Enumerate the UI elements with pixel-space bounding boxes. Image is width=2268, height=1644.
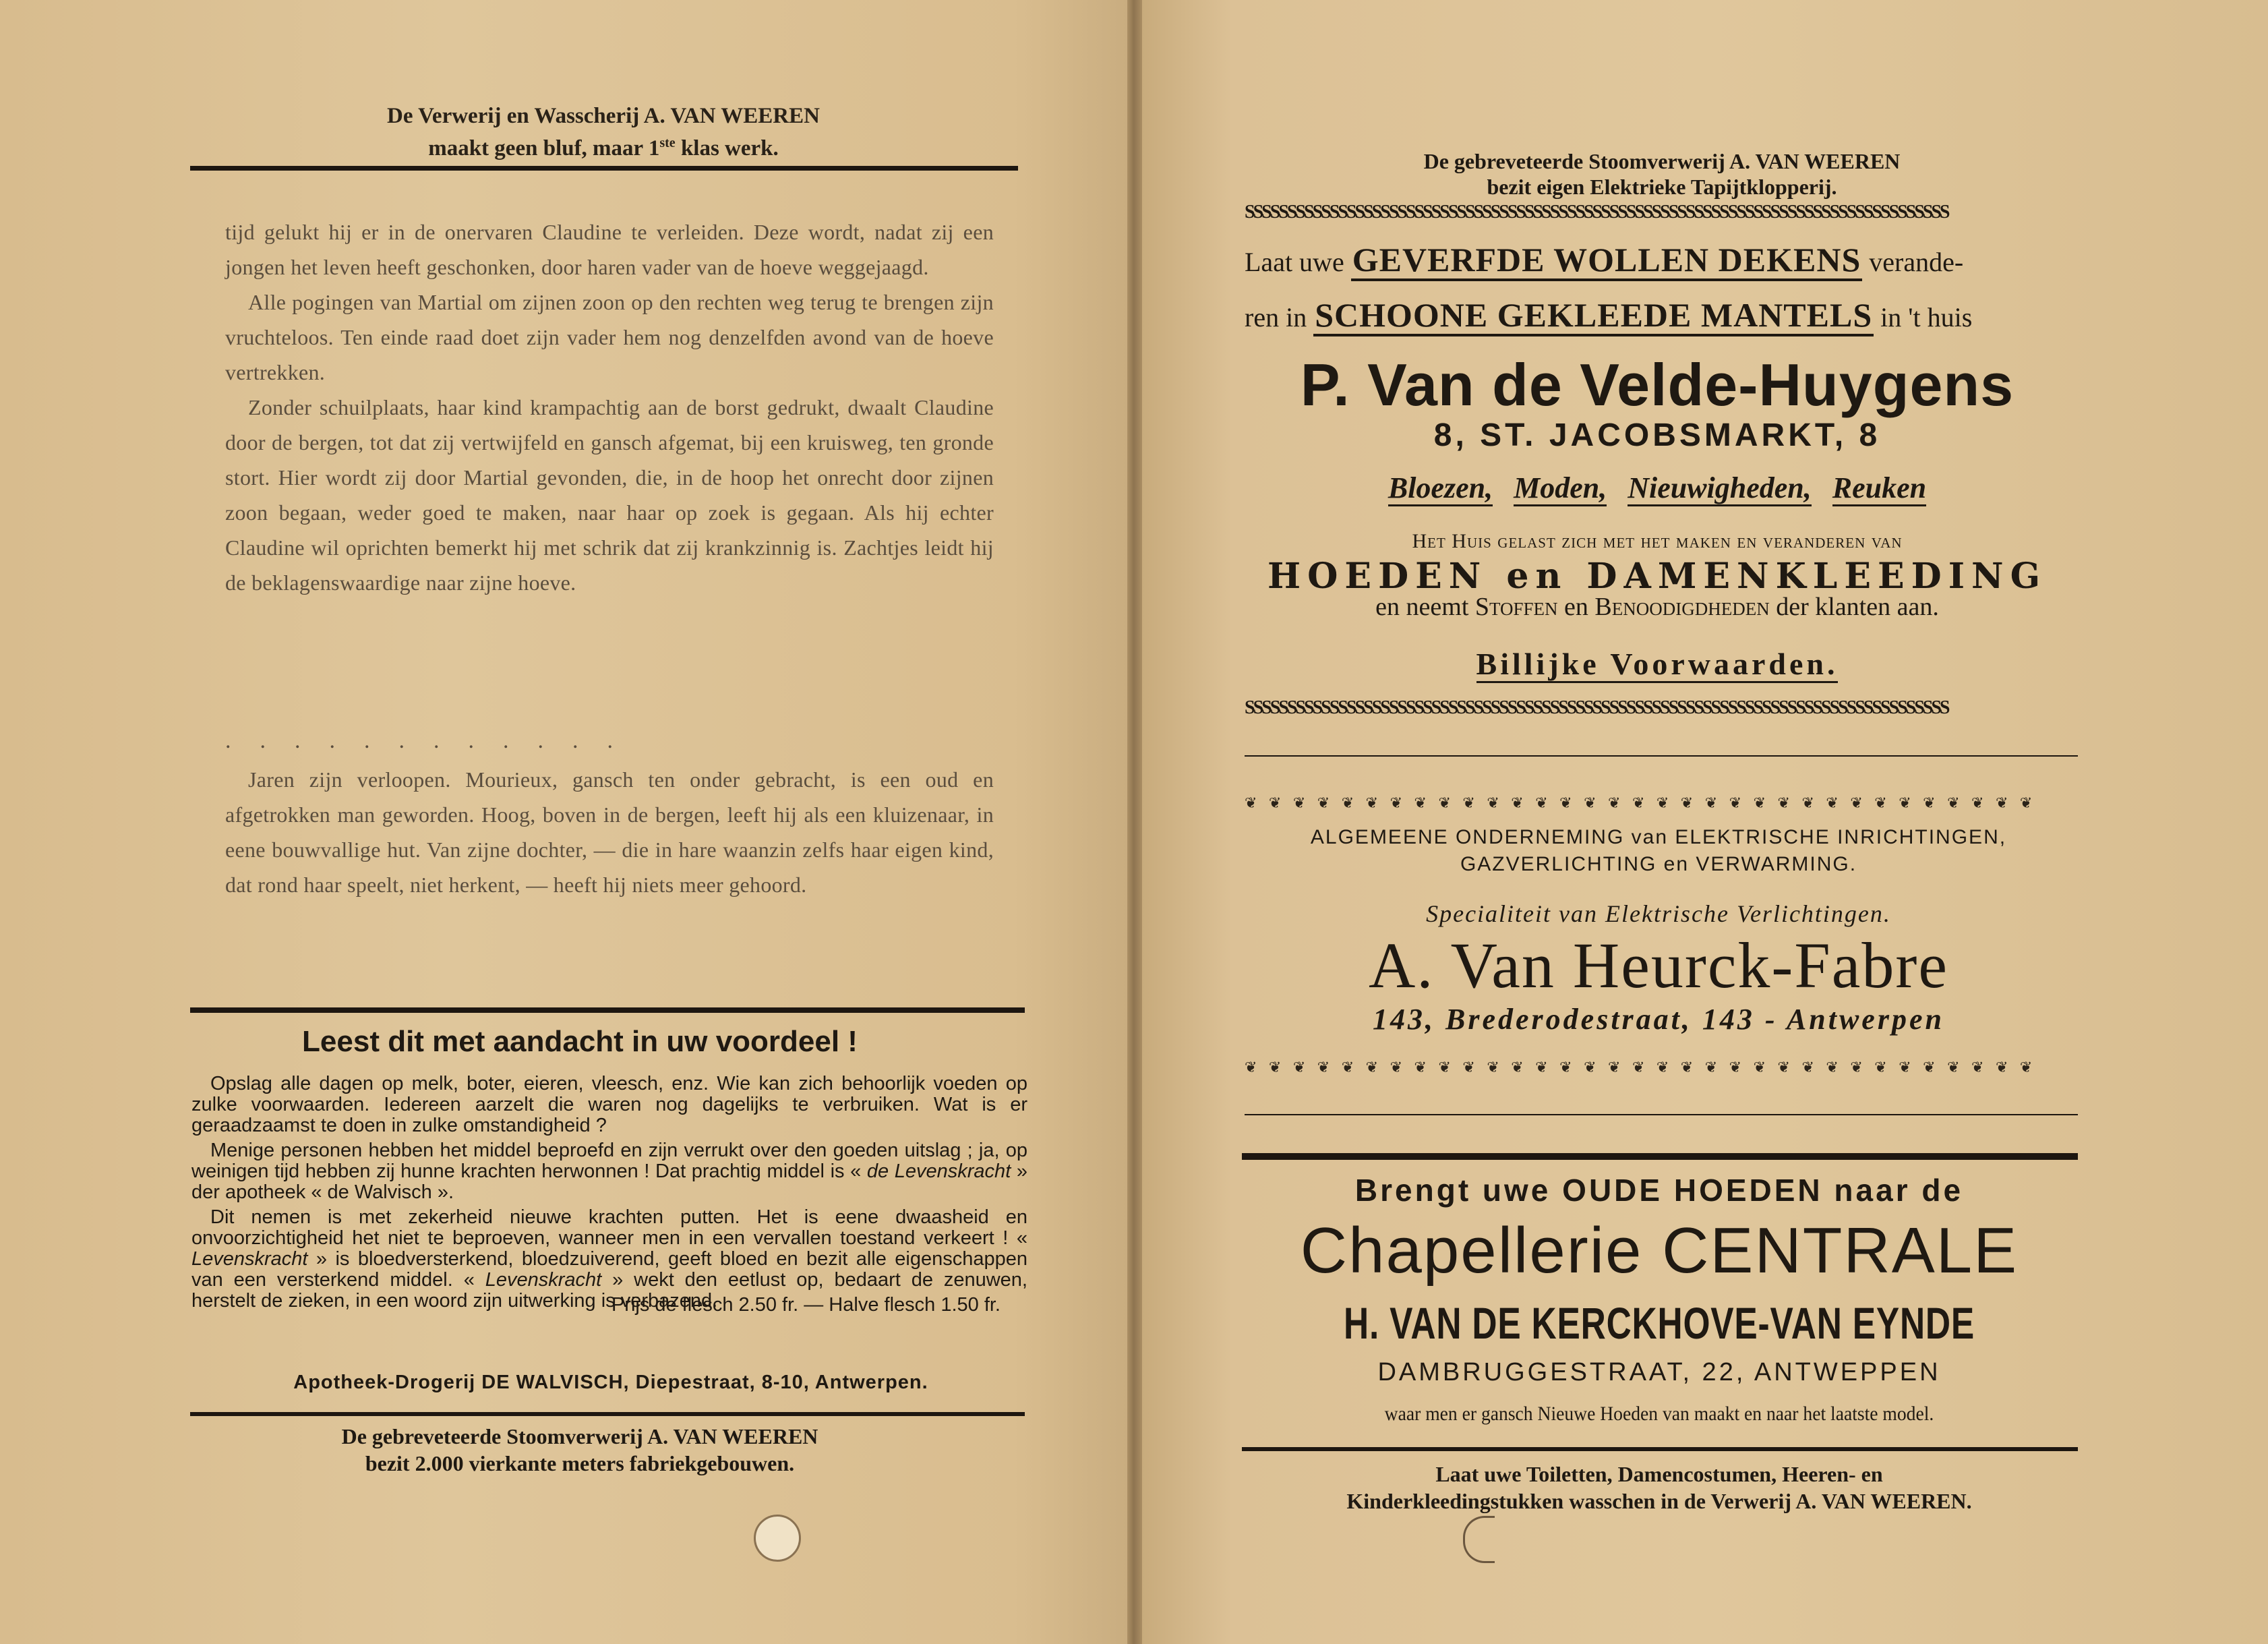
heurck-heading-line1: ALGEMEENE ONDERNEMING van ELEKTRISCHE INRICHTINGEN, [1310, 826, 2007, 848]
ad-paragraph-3: Dit nemen is met zekerheid nieuwe krachten putten. Het is eene dwaasheid en onvoorzichtigheid het niet te beproeven, wanneer men in een vervallen toestand verkeert ! « Levenskracht » is bloedversterkend, bloedzuiverend, geeft bloed en bezit alle eigenschappen van een versterkend middel. « Levenskracht » wekt den eetlust op, bedaart de zenuwen, herstelt de zieken, in een woord zijn uitwerking is verbazend. [191, 1206, 1027, 1312]
left-header-line1: De Verwerij en Wasscherij A. VAN WEEREN [387, 104, 820, 128]
zigzag-border-top: SSSSSSSSSSSSSSSSSSSSSSSSSSSSSSSSSSSSSSSSSSSSSSSSSSSSSSSSSSSSSSSSSSSSSSSSSSSSSSSSSSS [1245, 202, 1948, 223]
right-footer-line2: Kinderkleedingstukken wasschen in de Verwerij A. VAN WEEREN. [1346, 1489, 1972, 1513]
ad-price: Prijs de flesch 2.50 fr. — Halve flesch 1.50 fr. [611, 1294, 1001, 1316]
right-header-line1: De gebreveteerde Stoomverwerij A. VAN WEEREN [1423, 149, 1901, 173]
chapellerie-waar: waar men er gansch Nieuwe Hoeden van maakt en naar het laatste model. [1384, 1403, 1934, 1425]
velde-billijk: Billijke Voorwaarden. [1241, 646, 2074, 682]
chapellerie-top-rule [1242, 1153, 2078, 1160]
velde-line1: Laat uwe GEVERFDE WOLLEN DEKENS verande- [1245, 243, 2087, 279]
left-header-line2: maakt geen bluf, maar 1ste klas werk. [428, 136, 779, 160]
heurck-heading [1241, 824, 2077, 878]
ad-body [191, 1074, 1027, 1320]
velde-item: Reuken [1832, 471, 1926, 506]
left-page-footer [243, 1423, 917, 1477]
punch-hole [754, 1515, 801, 1562]
heurck-address: 143, Brederodestraat, 143 - Antwerpen [1373, 1003, 1944, 1036]
velde-name: P. Van de Velde-Huygens [1300, 351, 2015, 418]
left-page-header [310, 102, 897, 162]
story-text [225, 214, 994, 600]
chapellerie-bottom-rule [1242, 1447, 2078, 1451]
right-footer-line1: Laat uwe Toiletten, Damencostumen, Heeren- en [1435, 1462, 1883, 1486]
left-footer-line1: De gebreveteerde Stoomverwerij A. VAN WEEREN [341, 1424, 818, 1448]
thin-rule [1245, 755, 2078, 757]
velde-item: Moden, [1514, 471, 1607, 506]
thin-rule [1245, 1114, 2078, 1115]
ornament-border-bottom: ❦ ❦ ❦ ❦ ❦ ❦ ❦ ❦ ❦ ❦ ❦ ❦ ❦ ❦ ❦ ❦ ❦ ❦ ❦ ❦ ❦ ❦ ❦ ❦ ❦ ❦ ❦ ❦ ❦ ❦ ❦ ❦ ❦ [1245, 1059, 2037, 1076]
story-end-paragraph: Jaren zijn verloopen. Mourieux, gansch ten onder gebracht, is een oud en afgetrokken man geworden. Hoog, boven in de bergen, leeft hij als een kluizenaar, in eene bouwvallige hut. Van zijne dochter, — die in hare waanzin zelfs haar eigen kind, dat rond haar speelt, niet herkent, — heeft hij niets meer gehoord. [225, 767, 994, 897]
ornament-border-top: ❦ ❦ ❦ ❦ ❦ ❦ ❦ ❦ ❦ ❦ ❦ ❦ ❦ ❦ ❦ ❦ ❦ ❦ ❦ ❦ ❦ ❦ ❦ ❦ ❦ ❦ ❦ ❦ ❦ ❦ ❦ ❦ ❦ [1245, 794, 2037, 811]
left-header-rule [190, 166, 1018, 171]
left-footer-line2: bezit 2.000 vierkante meters fabriekgebouwen. [365, 1451, 795, 1475]
heurck-specialty: Specialiteit van Elektrische Verlichtingen. [1426, 900, 1891, 927]
ad-bottom-rule [190, 1412, 1025, 1416]
ad-paragraph-2: Menige personen hebben het middel beproefd en zijn verrukt over den goeden uitslag ; ja, op weinigen tijd hebben zij hunne krachten herwonnen ! Dat prachtig middel is « de Levenskracht » der apotheek « de Walvisch ». [191, 1140, 1027, 1203]
velde-huis: Het Huis gelast zich met het maken en veranderen van [1412, 530, 1903, 552]
story-paragraph: Alle pogingen van Martial om zijnen zoon op den rechten weg terug te brengen zijn vruchteloos. Ten einde raad doet zijn vader hem nog denzelfden avond van de hoeve vertrekken. [225, 290, 994, 384]
velde-item: Nieuwigheden, [1628, 471, 1812, 506]
chapellerie-owner: H. VAN DE KERCKHOVE-VAN EYNDE [1343, 1298, 1975, 1348]
ad-top-rule [190, 1007, 1025, 1013]
zigzag-border-bottom: SSSSSSSSSSSSSSSSSSSSSSSSSSSSSSSSSSSSSSSSSSSSSSSSSSSSSSSSSSSSSSSSSSSSSSSSSSSSSSSSSSS [1245, 698, 1948, 718]
chapellerie-name: Chapellerie CENTRALE [1300, 1214, 2019, 1287]
ad-paragraph-1: Opslag alle dagen op melk, boter, eieren, vleesch, enz. Wie kan zich behoorlijk voeden op zulke voorwaarden. Iedereen aarzelt die waren nog dagelijks te verbruiken. Wat is er geraadzaamst te doen in zulke omstandigheid ? [191, 1073, 1027, 1136]
heurck-heading-line2: GAZVERLICHTING en VERWARMING. [1460, 853, 1857, 875]
velde-line2: ren in SCHOONE GEKLEEDE MANTELS in 't huis [1245, 298, 2087, 334]
velde-hoeden: HOEDEN en DAMENKLEEDING [1267, 556, 2047, 597]
velde-neemt: en neemt Stoffen en Benoodigdheden der klanten aan. [1375, 593, 1939, 621]
story-dots: ............ [225, 728, 642, 753]
right-page-footer [1238, 1461, 2081, 1515]
right-page-header [1241, 148, 2083, 200]
ad-title: Leest dit met aandacht in uw voordeel ! [302, 1025, 858, 1058]
velde-item: Bloezen, [1388, 471, 1493, 506]
ad-pharmacy: Apotheek-Drogerij DE WALVISCH, Diepestraat, 8-10, Antwerpen. [293, 1372, 928, 1393]
chapellerie-brengt: Brengt uwe OUDE HOEDEN naar de [1354, 1173, 1964, 1208]
right-header-line2: bezit eigen Elektrieke Tapijtklopperij. [1487, 175, 1837, 199]
heurck-name: A. Van Heurck-Fabre [1369, 929, 1948, 1001]
velde-address: 8, ST. JACOBSMARKT, 8 [1433, 417, 1881, 453]
story-paragraph: Zonder schuilplaats, haar kind krampachtig aan de borst gedrukt, dwaalt Claudine door de bergen, tot dat zij vertwijfeld en gansch afgemat, bij een kruisweg, ten gronde stort. Hier wordt zij door Martial gevonden, die, in de hoop het onrecht door zijnen zoon begaan, weder goed te maken, naar haar op zoek is gegaan. Als hij echter Claudine wil oprichten bemerkt hij met schrik dat zij krankzinnig is. Zachtjes leidt hij de beklagenswaardige naar zijne hoeve. [225, 395, 994, 595]
velde-items [1241, 471, 2074, 505]
chapellerie-address: DAMBRUGGESTRAAT, 22, ANTWEPPEN [1377, 1358, 1941, 1386]
story-paragraph: tijd gelukt hij er in de onervaren Claudine te verleiden. Deze wordt, nadat zij een jongen het leven heeft geschonken, door haren vader van de hoeve weggejaagd. [225, 220, 994, 279]
